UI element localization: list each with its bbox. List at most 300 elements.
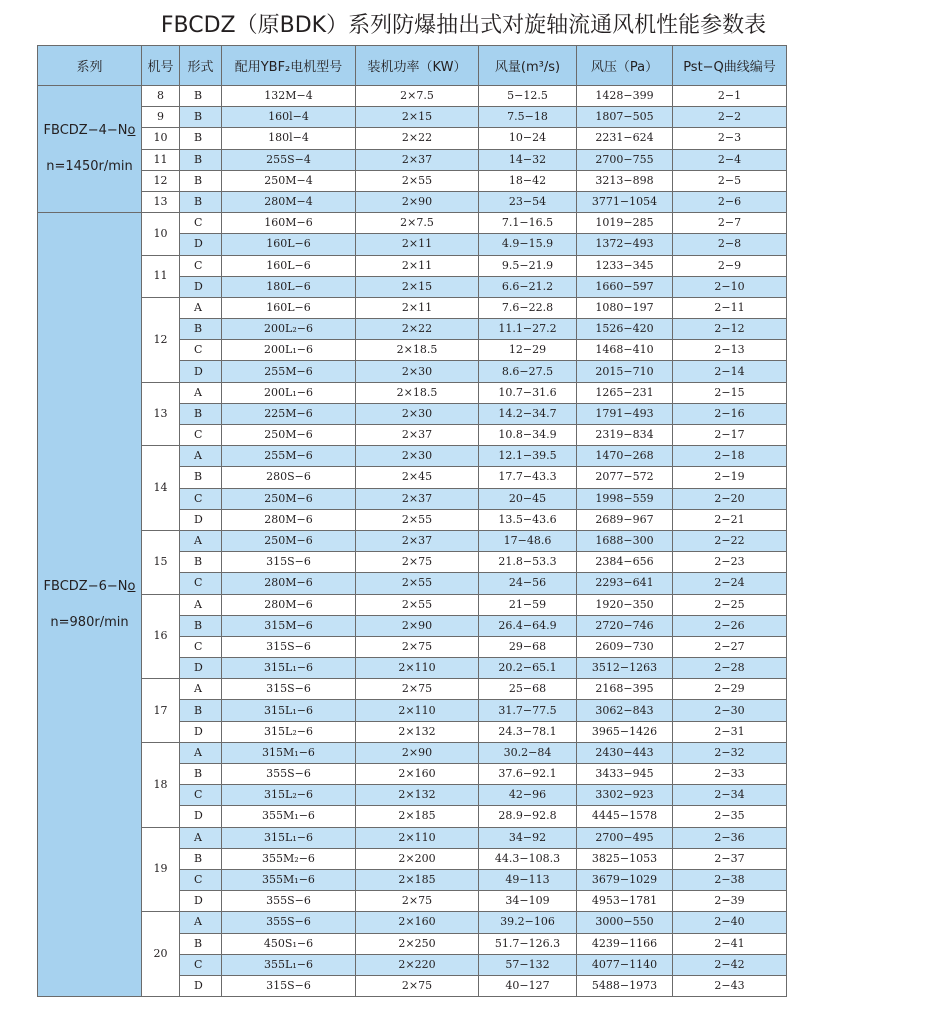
air-pressure-cell: 1920−350 [577,594,673,615]
form-cell: C [180,255,222,276]
air-flow-cell: 42−96 [479,785,577,806]
air-pressure-cell: 1807−505 [577,107,673,128]
curve-number-cell: 2−43 [673,975,787,996]
machine-number-cell: 8 [142,86,180,107]
form-cell: A [180,297,222,318]
installed-power-cell: 2×90 [356,615,479,636]
air-flow-cell: 40−127 [479,975,577,996]
air-pressure-cell: 3213−898 [577,170,673,191]
motor-model-cell: 355L₁−6 [222,954,356,975]
installed-power-cell: 2×7.5 [356,86,479,107]
installed-power-cell: 2×110 [356,700,479,721]
air-pressure-cell: 1428−399 [577,86,673,107]
machine-number-cell: 10 [142,213,180,255]
form-cell: A [180,742,222,763]
installed-power-cell: 2×11 [356,234,479,255]
form-cell: B [180,848,222,869]
motor-model-cell: 250M−6 [222,425,356,446]
curve-number-cell: 2−15 [673,382,787,403]
air-flow-cell: 12−29 [479,340,577,361]
curve-number-cell: 2−33 [673,764,787,785]
installed-power-cell: 2×22 [356,128,479,149]
motor-model-cell: 355S−6 [222,891,356,912]
motor-model-cell: 160l−4 [222,107,356,128]
installed-power-cell: 2×250 [356,933,479,954]
air-flow-cell: 14.2−34.7 [479,403,577,424]
curve-number-cell: 2−39 [673,891,787,912]
curve-number-cell: 2−16 [673,403,787,424]
curve-number-cell: 2−1 [673,86,787,107]
air-flow-cell: 13.5−43.6 [479,509,577,530]
air-flow-cell: 18−42 [479,170,577,191]
air-flow-cell: 7.6−22.8 [479,297,577,318]
motor-model-cell: 315S−6 [222,975,356,996]
machine-number-cell: 13 [142,191,180,212]
installed-power-cell: 2×55 [356,594,479,615]
header-series: 系列 [38,46,142,86]
header-installed-power: 装机功率（KW） [356,46,479,86]
machine-number-cell: 16 [142,594,180,679]
installed-power-cell: 2×75 [356,891,479,912]
installed-power-cell: 2×90 [356,191,479,212]
air-pressure-cell: 1265−231 [577,382,673,403]
form-cell: C [180,340,222,361]
form-cell: C [180,869,222,890]
air-flow-cell: 4.9−15.9 [479,234,577,255]
installed-power-cell: 2×110 [356,827,479,848]
form-cell: B [180,319,222,340]
air-pressure-cell: 2720−746 [577,615,673,636]
curve-number-cell: 2−4 [673,149,787,170]
curve-number-cell: 2−35 [673,806,787,827]
machine-number-cell: 20 [142,912,180,997]
installed-power-cell: 2×7.5 [356,213,479,234]
form-cell: B [180,107,222,128]
table-row [38,530,787,551]
air-flow-cell: 10−24 [479,128,577,149]
motor-model-cell: 450S₁−6 [222,933,356,954]
table-row [38,679,787,700]
air-flow-cell: 17.7−43.3 [479,467,577,488]
air-flow-cell: 8.6−27.5 [479,361,577,382]
curve-number-cell: 2−37 [673,848,787,869]
curve-number-cell: 2−40 [673,912,787,933]
form-cell: B [180,149,222,170]
motor-model-cell: 250M−6 [222,530,356,551]
curve-number-cell: 2−28 [673,658,787,679]
installed-power-cell: 2×15 [356,276,479,297]
air-pressure-cell: 3062−843 [577,700,673,721]
installed-power-cell: 2×220 [356,954,479,975]
curve-number-cell: 2−27 [673,636,787,657]
motor-model-cell: 315S−6 [222,552,356,573]
curve-number-cell: 2−21 [673,509,787,530]
motor-model-cell: 315S−6 [222,679,356,700]
form-cell: D [180,361,222,382]
curve-number-cell: 2−2 [673,107,787,128]
form-cell: B [180,128,222,149]
installed-power-cell: 2×18.5 [356,382,479,403]
form-cell: A [180,679,222,700]
installed-power-cell: 2×75 [356,679,479,700]
form-cell: D [180,806,222,827]
table-row [38,297,787,318]
motor-model-cell: 280M−6 [222,509,356,530]
curve-number-cell: 2−30 [673,700,787,721]
air-flow-cell: 51.7−126.3 [479,933,577,954]
series-cell [38,213,142,997]
header-air-flow: 风量(m³/s) [479,46,577,86]
air-pressure-cell: 1526−420 [577,319,673,340]
air-flow-cell: 34−92 [479,827,577,848]
form-cell: D [180,975,222,996]
air-flow-cell: 20.2−65.1 [479,658,577,679]
machine-number-cell: 17 [142,679,180,743]
installed-power-cell: 2×55 [356,509,479,530]
machine-number-cell: 11 [142,149,180,170]
air-pressure-cell: 3512−1263 [577,658,673,679]
air-pressure-cell: 2015−710 [577,361,673,382]
motor-model-cell: 160L−6 [222,234,356,255]
curve-number-cell: 2−31 [673,721,787,742]
form-cell: B [180,933,222,954]
air-flow-cell: 44.3−108.3 [479,848,577,869]
air-flow-cell: 21−59 [479,594,577,615]
air-pressure-cell: 1233−345 [577,255,673,276]
air-flow-cell: 24.3−78.1 [479,721,577,742]
air-flow-cell: 7.1−16.5 [479,213,577,234]
curve-number-cell: 2−10 [673,276,787,297]
air-pressure-cell: 1660−597 [577,276,673,297]
form-cell: D [180,276,222,297]
performance-table [37,45,787,997]
air-pressure-cell: 1998−559 [577,488,673,509]
motor-model-cell: 180L−6 [222,276,356,297]
air-flow-cell: 23−54 [479,191,577,212]
machine-number-cell: 19 [142,827,180,912]
motor-model-cell: 180l−4 [222,128,356,149]
form-cell: B [180,764,222,785]
form-cell: D [180,234,222,255]
installed-power-cell: 2×160 [356,764,479,785]
motor-model-cell: 160M−6 [222,213,356,234]
air-pressure-cell: 3302−923 [577,785,673,806]
installed-power-cell: 2×185 [356,869,479,890]
air-flow-cell: 57−132 [479,954,577,975]
curve-number-cell: 2−25 [673,594,787,615]
air-pressure-cell: 1468−410 [577,340,673,361]
air-flow-cell: 6.6−21.2 [479,276,577,297]
air-pressure-cell: 1080−197 [577,297,673,318]
form-cell: A [180,446,222,467]
header-form: 形式 [180,46,222,86]
air-pressure-cell: 3965−1426 [577,721,673,742]
air-pressure-cell: 1470−268 [577,446,673,467]
form-cell: C [180,636,222,657]
air-pressure-cell: 3433−945 [577,764,673,785]
air-pressure-cell: 2168−395 [577,679,673,700]
table-row [38,128,787,149]
curve-number-cell: 2−29 [673,679,787,700]
table-row [38,446,787,467]
curve-number-cell: 2−6 [673,191,787,212]
machine-number-cell: 11 [142,255,180,297]
curve-number-cell: 2−38 [673,869,787,890]
air-flow-cell: 10.7−31.6 [479,382,577,403]
table-row [38,594,787,615]
air-pressure-cell: 2430−443 [577,742,673,763]
table-row [38,827,787,848]
series-name-suffix: o [127,123,136,139]
curve-number-cell: 2−34 [673,785,787,806]
motor-model-cell: 355M₁−6 [222,869,356,890]
page-title: FBCDZ（原BDK）系列防爆抽出式对旋轴流通风机性能参数表 [160,13,767,38]
motor-model-cell: 280S−6 [222,467,356,488]
air-pressure-cell: 2077−572 [577,467,673,488]
air-flow-cell: 7.5−18 [479,107,577,128]
installed-power-cell: 2×185 [356,806,479,827]
motor-model-cell: 315L₁−6 [222,658,356,679]
air-flow-cell: 10.8−34.9 [479,425,577,446]
curve-number-cell: 2−11 [673,297,787,318]
installed-power-cell: 2×37 [356,149,479,170]
form-cell: A [180,912,222,933]
form-cell: D [180,721,222,742]
air-pressure-cell: 1791−493 [577,403,673,424]
installed-power-cell: 2×90 [356,742,479,763]
table-row [38,86,787,107]
curve-number-cell: 2−3 [673,128,787,149]
series-name-prefix: FBCDZ−6−N [43,578,128,594]
curve-number-cell: 2−41 [673,933,787,954]
air-pressure-cell: 2384−656 [577,552,673,573]
curve-number-cell: 2−8 [673,234,787,255]
motor-model-cell: 160L−6 [222,255,356,276]
motor-model-cell: 315L₁−6 [222,827,356,848]
installed-power-cell: 2×30 [356,446,479,467]
form-cell: B [180,467,222,488]
series-name [38,578,141,596]
air-flow-cell: 5−12.5 [479,86,577,107]
air-pressure-cell: 3825−1053 [577,848,673,869]
air-pressure-cell: 4239−1166 [577,933,673,954]
air-flow-cell: 21.8−53.3 [479,552,577,573]
header-air-pressure: 风压（Pa） [577,46,673,86]
curve-number-cell: 2−36 [673,827,787,848]
curve-number-cell: 2−22 [673,530,787,551]
installed-power-cell: 2×75 [356,975,479,996]
curve-number-cell: 2−17 [673,425,787,446]
motor-model-cell: 160L−6 [222,297,356,318]
air-pressure-cell: 5488−1973 [577,975,673,996]
series-speed: n=1450r/min [46,159,133,175]
motor-model-cell: 280M−6 [222,594,356,615]
motor-model-cell: 315M₁−6 [222,742,356,763]
header-row [38,46,787,86]
machine-number-cell: 9 [142,107,180,128]
installed-power-cell: 2×55 [356,170,479,191]
form-cell: D [180,658,222,679]
form-cell: B [180,700,222,721]
form-cell: C [180,488,222,509]
curve-number-cell: 2−19 [673,467,787,488]
header-curve-number: Pst−Q曲线编号 [673,46,787,86]
form-cell: B [180,170,222,191]
air-flow-cell: 28.9−92.8 [479,806,577,827]
table-row [38,213,787,234]
air-pressure-cell: 1372−493 [577,234,673,255]
air-flow-cell: 31.7−77.5 [479,700,577,721]
form-cell: A [180,827,222,848]
air-flow-cell: 11.1−27.2 [479,319,577,340]
air-pressure-cell: 2689−967 [577,509,673,530]
curve-number-cell: 2−20 [673,488,787,509]
series-name-suffix: o [127,578,136,594]
table-row [38,149,787,170]
air-flow-cell: 39.2−106 [479,912,577,933]
machine-number-cell: 18 [142,742,180,827]
machine-number-cell: 12 [142,297,180,382]
motor-model-cell: 200L₁−6 [222,382,356,403]
table-row [38,107,787,128]
air-flow-cell: 49−113 [479,869,577,890]
installed-power-cell: 2×160 [356,912,479,933]
installed-power-cell: 2×75 [356,552,479,573]
curve-number-cell: 2−24 [673,573,787,594]
motor-model-cell: 315L₂−6 [222,785,356,806]
motor-model-cell: 280M−6 [222,573,356,594]
curve-number-cell: 2−18 [673,446,787,467]
installed-power-cell: 2×30 [356,403,479,424]
installed-power-cell: 2×75 [356,636,479,657]
air-pressure-cell: 2700−495 [577,827,673,848]
motor-model-cell: 250M−6 [222,488,356,509]
motor-model-cell: 355M₂−6 [222,848,356,869]
header-machine-no: 机号 [142,46,180,86]
air-pressure-cell: 1019−285 [577,213,673,234]
air-flow-cell: 9.5−21.9 [479,255,577,276]
form-cell: C [180,954,222,975]
motor-model-cell: 355S−6 [222,764,356,785]
curve-number-cell: 2−7 [673,213,787,234]
form-cell: B [180,191,222,212]
motor-model-cell: 200L₁−6 [222,340,356,361]
installed-power-cell: 2×11 [356,297,479,318]
installed-power-cell: 2×18.5 [356,340,479,361]
motor-model-cell: 315M−6 [222,615,356,636]
air-flow-cell: 30.2−84 [479,742,577,763]
machine-number-cell: 10 [142,128,180,149]
series-name-prefix: FBCDZ−4−N [43,123,128,139]
form-cell: B [180,615,222,636]
machine-number-cell: 14 [142,446,180,531]
air-pressure-cell: 2319−834 [577,425,673,446]
air-flow-cell: 20−45 [479,488,577,509]
motor-model-cell: 200L₂−6 [222,319,356,340]
machine-number-cell: 12 [142,170,180,191]
form-cell: C [180,573,222,594]
motor-model-cell: 355M₁−6 [222,806,356,827]
form-cell: D [180,891,222,912]
installed-power-cell: 2×11 [356,255,479,276]
air-pressure-cell: 2609−730 [577,636,673,657]
air-pressure-cell: 4077−1140 [577,954,673,975]
curve-number-cell: 2−9 [673,255,787,276]
air-flow-cell: 14−32 [479,149,577,170]
air-flow-cell: 24−56 [479,573,577,594]
air-pressure-cell: 2293−641 [577,573,673,594]
curve-number-cell: 2−12 [673,319,787,340]
motor-model-cell: 315S−6 [222,636,356,657]
form-cell: B [180,403,222,424]
form-cell: A [180,382,222,403]
air-flow-cell: 12.1−39.5 [479,446,577,467]
series-name [38,122,141,140]
air-pressure-cell: 2231−624 [577,128,673,149]
table-body [38,86,787,997]
motor-model-cell: 250M−4 [222,170,356,191]
installed-power-cell: 2×45 [356,467,479,488]
motor-model-cell: 355S−6 [222,912,356,933]
table-row [38,912,787,933]
form-cell: A [180,594,222,615]
installed-power-cell: 2×30 [356,361,479,382]
machine-number-cell: 15 [142,530,180,594]
air-flow-cell: 17−48.6 [479,530,577,551]
series-speed: n=980r/min [50,614,129,630]
air-pressure-cell: 2700−755 [577,149,673,170]
air-flow-cell: 25−68 [479,679,577,700]
motor-model-cell: 255S−4 [222,149,356,170]
air-flow-cell: 26.4−64.9 [479,615,577,636]
air-pressure-cell: 1688−300 [577,530,673,551]
curve-number-cell: 2−5 [673,170,787,191]
motor-model-cell: 225M−6 [222,403,356,424]
table-row [38,255,787,276]
air-pressure-cell: 3771−1054 [577,191,673,212]
motor-model-cell: 280M−4 [222,191,356,212]
installed-power-cell: 2×132 [356,785,479,806]
installed-power-cell: 2×132 [356,721,479,742]
curve-number-cell: 2−13 [673,340,787,361]
table-row [38,191,787,212]
series-cell [38,86,142,213]
curve-number-cell: 2−23 [673,552,787,573]
air-pressure-cell: 3679−1029 [577,869,673,890]
curve-number-cell: 2−14 [673,361,787,382]
air-flow-cell: 37.6−92.1 [479,764,577,785]
table-row [38,170,787,191]
installed-power-cell: 2×200 [356,848,479,869]
form-cell: D [180,509,222,530]
motor-model-cell: 315L₁−6 [222,700,356,721]
table-row [38,382,787,403]
motor-model-cell: 255M−6 [222,446,356,467]
air-pressure-cell: 4953−1781 [577,891,673,912]
air-pressure-cell: 4445−1578 [577,806,673,827]
installed-power-cell: 2×110 [356,658,479,679]
curve-number-cell: 2−26 [673,615,787,636]
air-flow-cell: 34−109 [479,891,577,912]
form-cell: C [180,785,222,806]
installed-power-cell: 2×55 [356,573,479,594]
motor-model-cell: 132M−4 [222,86,356,107]
curve-number-cell: 2−42 [673,954,787,975]
installed-power-cell: 2×37 [356,530,479,551]
form-cell: C [180,213,222,234]
installed-power-cell: 2×22 [356,319,479,340]
air-pressure-cell: 3000−550 [577,912,673,933]
